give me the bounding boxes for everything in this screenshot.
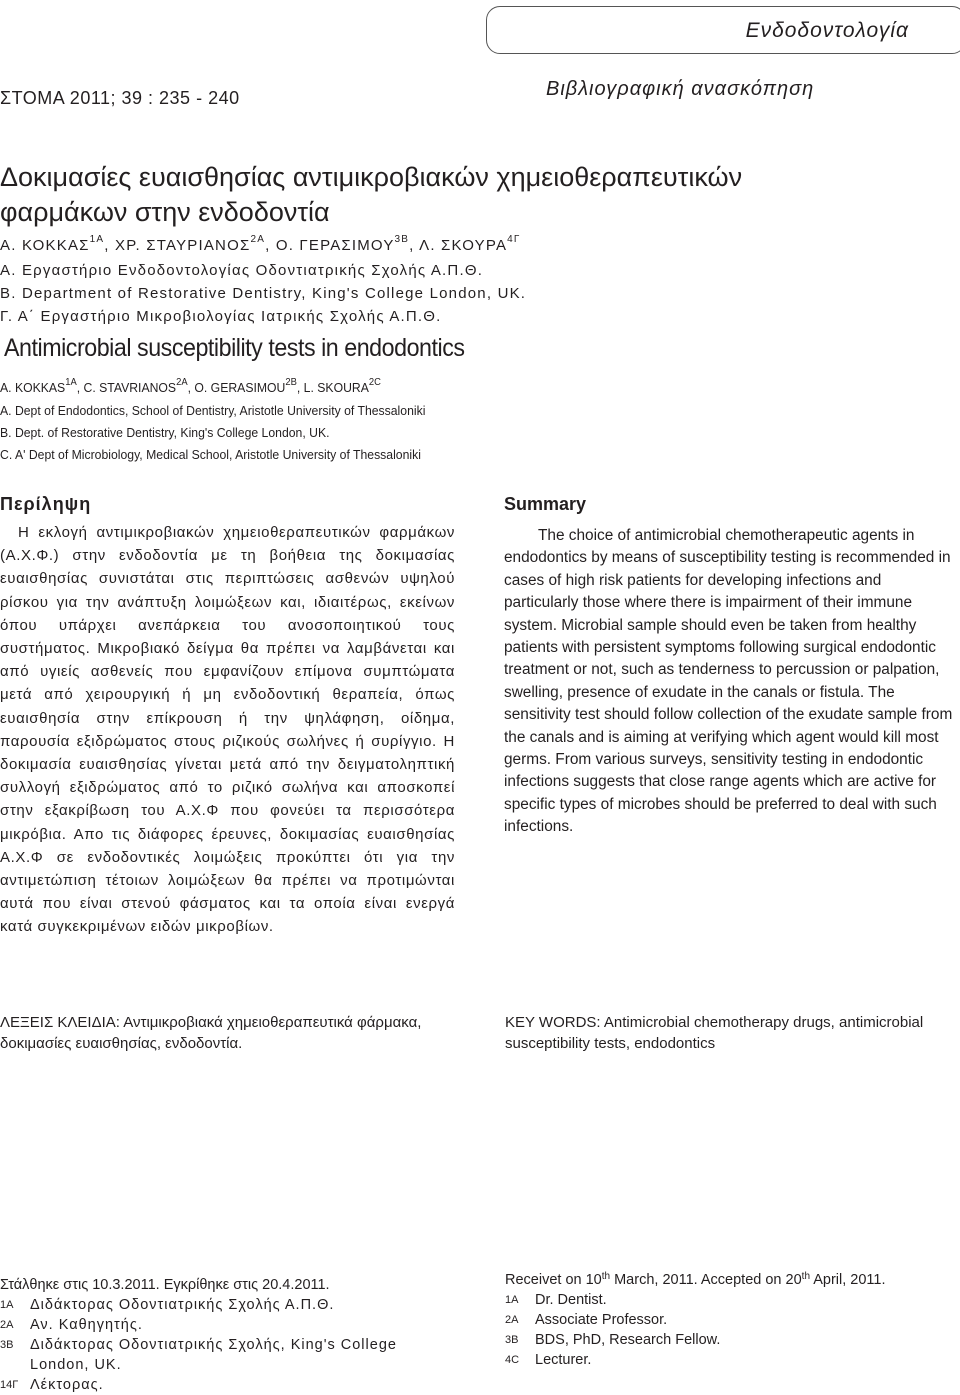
footnote-mark: 1A [505,1294,519,1306]
greek-title [0,160,900,230]
author-mark: 2C [368,377,381,388]
footnote-mark: 4C [505,1354,520,1366]
english-summary-paragraph: The choice of antimicrobial chemotherapeutic agents in endodontics by means of susceptibility testing is recommended in cases of high risk patients for developing infections and particularly those where there is impairment of their immune system. Microbial sample should even be taken from healthy patients with persistent symptoms following surgical endodontic treatment or not, such as tenderness to percussion or palpation, swelling, presence of exudate in the canals or fistula. The sensitivity test should follow collection of the exudate sample from the canals and is aiming at verifying which agent would kill most germs. From various surveys, sensitivity testing in endodontic infections suggests that close range agents which are active for specific types of microbes should be preferred to deal with such infections. [504,527,953,836]
footnote-text: Associate Professor. [535,1312,668,1328]
footnote-text: Διδάκτορας Οδοντιατρικής Σχολής, King's College London, UK. [30,1337,397,1373]
footnote-item [0,1315,470,1335]
footnote-item [0,1335,470,1375]
english-affiliation: C. A' Dept of Microbiology, Medical School, Aristotle University of Thessaloniki [0,447,421,462]
greek-summary-body [0,521,455,939]
author-name: O. GERASIMOU [194,380,286,395]
ordinal-suffix: th [801,1271,811,1282]
ordinal-suffix: th [601,1271,611,1282]
english-summary-heading: Summary [504,494,587,514]
english-affiliation: A. Dept of Endodontics, School of Dentistry, Aristotle University of Thessaloniki [0,403,426,418]
author-mark: 1Α [89,234,105,245]
footnote-item [0,1295,470,1315]
greek-title-line-2: φαρμάκων στην ενδοδοντία [0,197,330,227]
greek-affiliation: Β. Department of Restorative Dentistry, King's College London, UK. [0,285,527,302]
greek-affiliation: Γ. Α΄ Εργαστήριο Μικροβιολογίας Ιατρικής Σχολής Α.Π.Θ. [0,308,442,325]
author-name: ΧΡ. ΣΤΑΥΡΙΑΝΟΣ [115,237,251,254]
author-name: C. STAVRIANOS [83,380,177,395]
footnote-mark: 2A [505,1314,519,1326]
author-mark: 2Α [250,234,266,245]
footnote-text: BDS, PhD, Research Fellow. [535,1332,721,1348]
author-mark: 2B [285,377,297,388]
journal-citation: ΣΤΟΜΑ 2011; 39 : 235 - 240 [0,88,240,108]
footnote-text: Λέκτορας. [30,1377,104,1393]
author-mark: 2A [176,377,188,388]
footnote-text: Διδάκτορας Οδοντιατρικής Σχολής Α.Π.Θ. [30,1297,335,1313]
author-mark: 3Β [394,234,410,245]
section-header-box [486,6,960,54]
footnote-mark: 14Γ [0,1379,19,1391]
english-received-dates [505,1270,960,1290]
section-title: Ενδοδοντολογία [745,19,909,42]
greek-title-line-1: Δοκιμασίες ευαισθησίας αντιμικροβιακών χημειοθεραπευτικών [0,162,743,192]
english-footnotes [505,1270,960,1370]
author-mark: 1A [65,377,77,388]
footnote-text: Dr. Dentist. [535,1292,607,1308]
footnote-item [505,1330,960,1350]
article-category: Βιβλιογραφική ανασκόπηση [546,78,815,100]
greek-authors: Α. $KOKKA\Sigma^{1A}$, ΧΡ. $\Sigma TA\Upsilon PIANO\Sigma^{2A}$, Ο. $\Gamma EPA\Sigma IMO\Upsilon^{3B}$, Λ. $\Sigma KO\Upsilon PA^{4\Gamma}$ [0,234,521,254]
footnote-mark: 3Β [0,1339,14,1351]
received-text: April, 2011. [810,1272,886,1288]
greek-summary-heading: Περίληψη [0,494,92,514]
author-name: Λ. ΣΚΟΥΡΑ [419,237,508,254]
footnote-mark: 1Α [0,1299,14,1311]
author-name: Ο. ΓΕΡΑΣΙΜΟΥ [275,237,395,254]
english-affiliation: B. Dept. of Restorative Dentistry, King's College London, UK. [0,425,330,440]
greek-received-dates: Στάλθηκε στις 10.3.2011. Εγκρίθηκε στις 20.4.2011. [0,1277,330,1293]
footnote-item [505,1350,960,1370]
author-name: L. SKOURA [303,380,369,395]
english-keywords: KEY WORDS: Antimicrobial chemotherapy drugs, antimicrobial susceptibility tests, endodontics [505,1014,924,1052]
greek-summary-paragraph: Η εκλογή αντιμικροβιακών χημειοθεραπευτικών φαρμάκων (Α.Χ.Φ.) στην ενδοδοντία με τη βοήθεια της δοκιμασίας ευαισθησίας συνιστάται στις περιπτώσεις ασθενών υψηλού ρίσκου για την ανάπτυξη λοιμώξεων και, ιδιαιτέρως, εκείνων όπου υπάρχει ανεπάρκεια του ανοσοποιητικού τους συστήματος. Μικροβιακό δείγμα θα πρέπει να λαμβάνεται και από υγιείς ασθενείς που εμφανίζουν επίμονα συμπτώματα μετά από χειρουργική ή μη ενδοδοντική θεραπεία, όπως ευαισθησία στην επίκρουση ή την ψηλάφηση, οίδημα, παρουσία εξιδρώματος στους ριζικούς σωλήνες ή συρίγγιο. Η δοκιμασία ευαισθησίας γίνεται μετά από την δειγματοληπτική συλλογή εξιδρώματος από το ριζικό σωλήνα και αποσκοπεί στην εξακρίβωση του Α.Χ.Φ που φονεύει τα περισσότερα μικρόβια. Απο τις διάφορες έρευνες, δοκιμασίας ευαισθησίας Α.Χ.Φ σε ενδοδοντικές λοιμώξεις προκύπτει ότι για την αντιμετώπιση τέτοιων λοιμώξεων θα πρέπει να προτιμώνται αυτά που είναι στενού φάσματος και τα οποία είναι ενεργά κατά συγκεκριμένων ειδών μικροβίων. [0,524,455,936]
english-summary-body [504,525,958,839]
footnote-item [0,1375,470,1395]
footnote-text: Αν. Καθηγητής. [30,1317,143,1333]
greek-affiliation: Α. Εργαστήριο Ενδοδοντολογίας Οδοντιατρικής Σχολής Α.Π.Θ. [0,262,484,279]
footnote-item [505,1290,960,1310]
author-name: A. KOKKAS [0,380,66,395]
footnote-mark: 3B [505,1334,519,1346]
greek-footnotes [0,1275,470,1395]
author-name: Α. ΚΟΚΚΑΣ [0,237,90,254]
received-text: Receivet on 10 [505,1272,602,1288]
received-text: March, 2011. Accepted on 20 [610,1272,802,1288]
english-authors: A. $KOKKAS^{1A}$, C. $STAVRIANOS^{2A}$, O. $GERASIMOU^{2B}$, L. $SKOURA^{2C}$ [0,377,381,395]
footnote-mark: 2Α [0,1319,14,1331]
english-title: Antimicrobial susceptibility tests in endodontics [4,334,465,362]
footnote-item [505,1310,960,1330]
author-mark: 4Γ [507,234,521,245]
footnote-text: Lecturer. [535,1352,592,1368]
greek-keywords: ΛΕΞΕΙΣ ΚΛΕΙΔΙΑ: Αντιμικροβιακά χημειοθεραπευτικά φάρμακα, δοκιμασίες ευαισθησίας, ενδοδοντία. [0,1014,422,1052]
